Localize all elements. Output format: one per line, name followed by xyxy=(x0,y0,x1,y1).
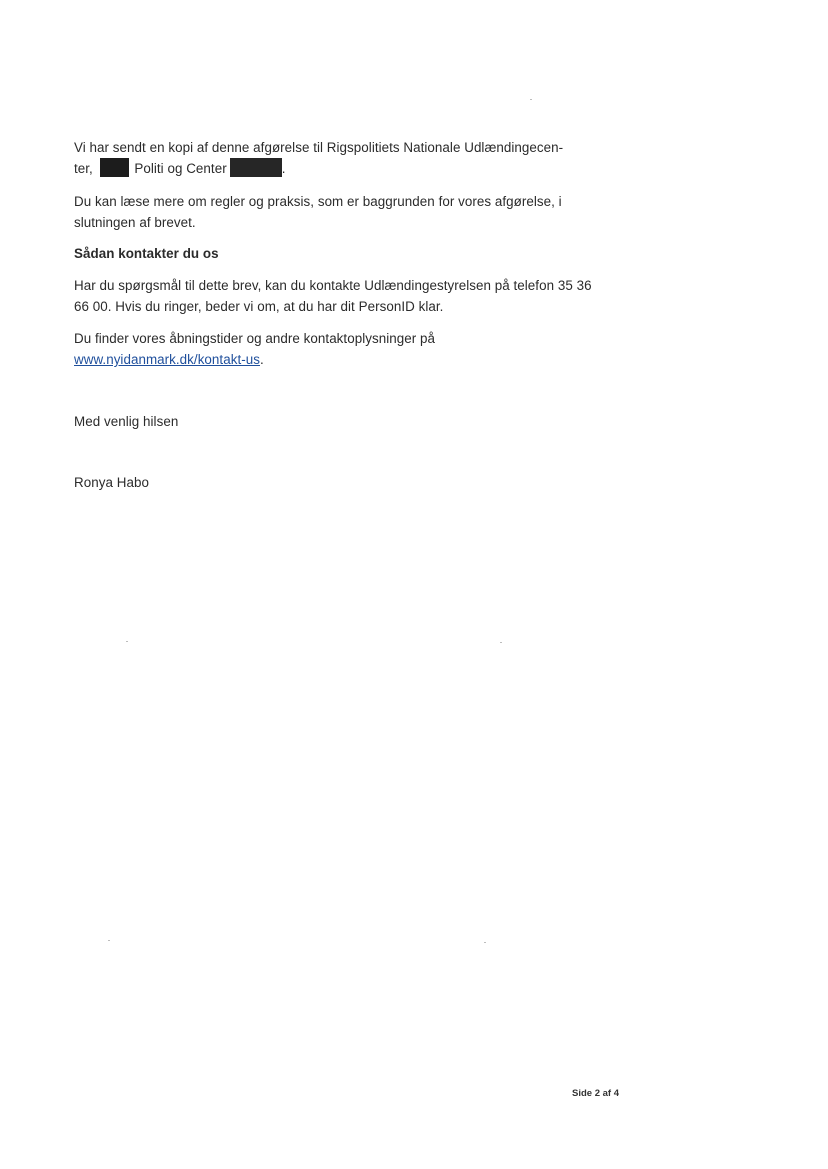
paragraph-contact-phone: Har du spørgsmål til dette brev, kan du kontakte Udlændingestyrelsen på telefon 35 36 66 00. Hvis du ringer, beder vi om, at du har dit PersonID klar. xyxy=(74,278,592,314)
paragraph-copy-sent-text-police: Politi og Center xyxy=(130,161,227,176)
contact-link[interactable]: www.nyidanmark.dk/kontakt-us xyxy=(74,352,260,367)
closing-greeting: Med venlig hilsen xyxy=(74,414,179,429)
section-heading-contact: Sådan kontakter du os xyxy=(74,246,219,261)
paragraph-copy-sent xyxy=(74,137,594,179)
paragraph-opening-hours-period: . xyxy=(259,352,264,367)
scan-speck xyxy=(126,641,128,642)
scan-speck xyxy=(500,642,502,643)
scan-speck xyxy=(108,940,110,941)
paragraph-copy-sent-text: Vi har sendt en kopi af denne afgørelse til Rigspolitiets Nationale Udlændingecen- xyxy=(74,140,564,155)
paragraph-opening-hours-text: Du finder vores åbningstider og andre kontaktoplysninger på xyxy=(74,331,435,346)
paragraph-read-more: Du kan læse mere om regler og praksis, som er baggrunden for vores afgørelse, i slutningen af brevet. xyxy=(74,194,562,230)
paragraph-copy-sent-period: . xyxy=(281,161,286,176)
redaction-block xyxy=(230,158,282,177)
page-number: Side 2 af 4 xyxy=(572,1088,619,1099)
scan-speck xyxy=(484,942,486,943)
signature-name: Ronya Habo xyxy=(74,475,149,490)
paragraph-copy-sent-text-cont: ter, xyxy=(74,161,97,176)
redaction-block xyxy=(100,158,129,177)
scan-speck xyxy=(530,99,532,100)
paragraph-opening-hours xyxy=(74,328,594,370)
